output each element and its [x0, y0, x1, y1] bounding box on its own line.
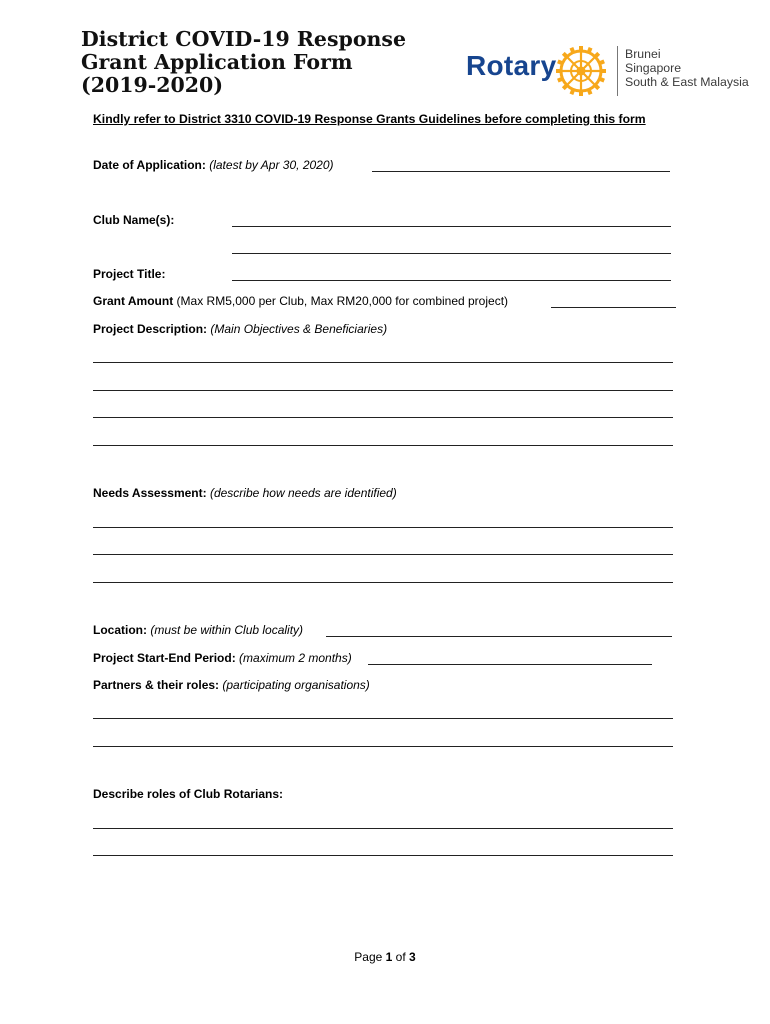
rotary-logo	[466, 44, 758, 100]
description-line-1[interactable]	[93, 362, 673, 363]
project-period-label: Project Start-End Period:	[93, 651, 236, 665]
page-number	[0, 950, 770, 964]
form-title	[81, 28, 421, 97]
needs-assessment-label: Needs Assessment:	[93, 486, 207, 500]
total-pages: 3	[409, 950, 416, 964]
description-line-4[interactable]	[93, 445, 673, 446]
rotarians-line-2[interactable]	[93, 855, 673, 856]
region-line-1: Brunei	[625, 47, 661, 61]
needs-line-3[interactable]	[93, 582, 673, 583]
title-line-2: Grant Application Form	[81, 50, 353, 74]
rotarians-roles-label: Describe roles of Club Rotarians:	[93, 787, 284, 801]
needs-line-2[interactable]	[93, 554, 673, 555]
grant-amount-hint: (Max RM5,000 per Club, Max RM20,000 for combined project)	[173, 294, 509, 308]
grant-amount-row	[93, 294, 508, 309]
region-line-2: Singapore	[625, 61, 682, 75]
rotary-wheel-icon	[554, 44, 608, 98]
of-word: of	[392, 950, 410, 964]
needs-assessment-hint: (describe how needs are identified)	[206, 486, 397, 500]
project-period-hint: (maximum 2 months)	[235, 651, 352, 665]
project-description-label: Project Description:	[93, 322, 208, 336]
guidelines-notice: Kindly refer to District 3310 COVID-19 Response Grants Guidelines before completing this form	[93, 112, 646, 126]
description-line-3[interactable]	[93, 417, 673, 418]
current-page: 1	[385, 950, 393, 964]
partners-line-1[interactable]	[93, 718, 673, 719]
title-line-1: District COVID-19 Response	[81, 27, 407, 51]
grant-amount-input-line[interactable]	[551, 307, 676, 308]
needs-line-1[interactable]	[93, 527, 673, 528]
page-word: Page	[354, 950, 386, 964]
club-name-input-line-2[interactable]	[232, 253, 671, 254]
date-input-line[interactable]	[372, 171, 670, 172]
location-hint: (must be within Club locality)	[147, 623, 304, 637]
date-of-application-row	[93, 158, 334, 173]
needs-assessment-row	[93, 486, 397, 501]
date-label: Date of Application:	[93, 158, 206, 172]
location-input-line[interactable]	[326, 636, 672, 637]
region-line-3: South & East Malaysia	[625, 75, 749, 89]
location-label: Location:	[93, 623, 147, 637]
project-title-label: Project Title:	[93, 267, 166, 281]
logo-region-text	[625, 47, 749, 89]
grant-amount-label: Grant Amount	[93, 294, 174, 308]
description-line-2[interactable]	[93, 390, 673, 391]
project-description-hint: (Main Objectives & Beneficiaries)	[207, 322, 388, 336]
logo-wordmark: Rotary	[466, 50, 557, 81]
title-line-3: (2019-2020)	[81, 73, 224, 97]
partners-label: Partners & their roles:	[93, 678, 220, 692]
rotarians-line-1[interactable]	[93, 828, 673, 829]
project-title-input-line[interactable]	[232, 280, 671, 281]
partners-row	[93, 678, 370, 693]
project-description-row	[93, 322, 387, 337]
location-row	[93, 623, 303, 638]
partners-line-2[interactable]	[93, 746, 673, 747]
club-name-label: Club Name(s):	[93, 213, 175, 227]
project-period-row	[93, 651, 352, 666]
date-hint: (latest by Apr 30, 2020)	[205, 158, 334, 172]
partners-hint: (participating organisations)	[219, 678, 370, 692]
project-period-input-line[interactable]	[368, 664, 652, 665]
logo-divider	[617, 46, 618, 96]
club-name-input-line-1[interactable]	[232, 226, 671, 227]
